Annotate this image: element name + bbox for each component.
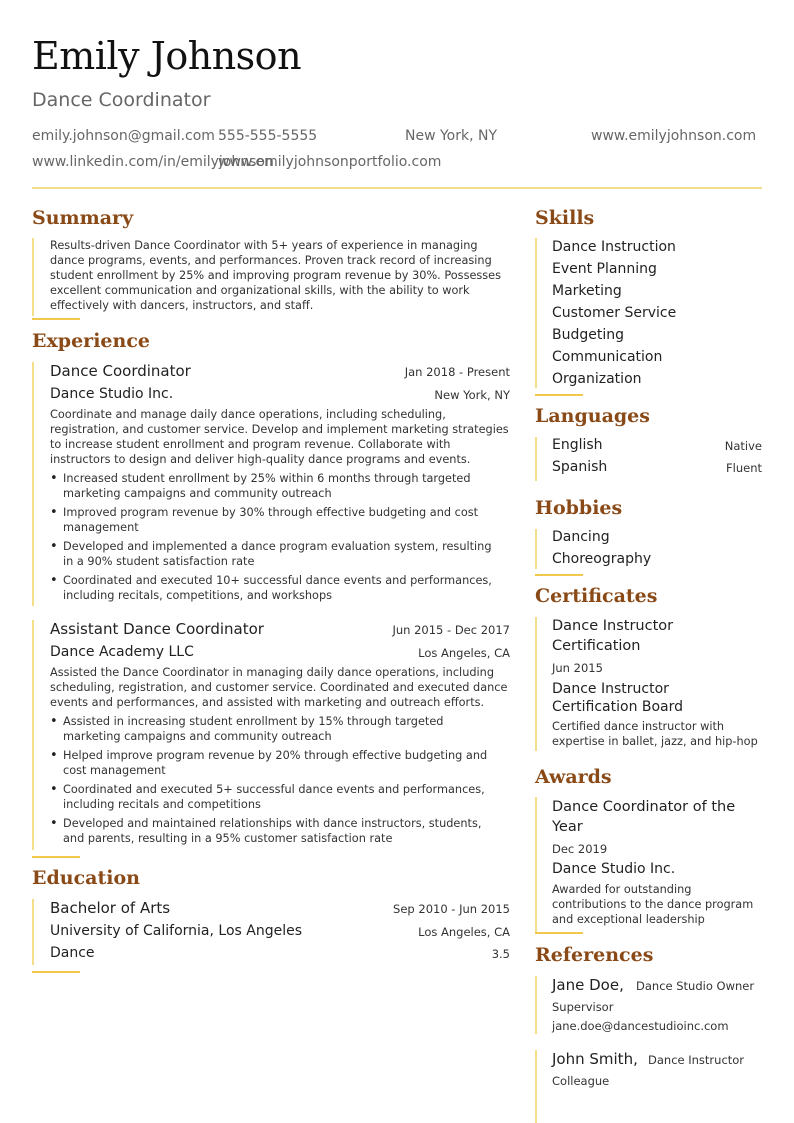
award-description: Awarded for outstanding contributions to the dance program and exceptional leadership xyxy=(552,883,754,926)
education-dates: Sep 2010 - Jun 2015 xyxy=(393,902,510,916)
language-level: Native xyxy=(724,439,762,453)
skills-underline xyxy=(535,394,583,396)
hobbies-underline xyxy=(535,574,583,576)
certificates-bar xyxy=(535,617,537,751)
linkedin-link[interactable]: www.linkedin.com/in/emilyjohnson xyxy=(32,154,274,170)
language-name: Spanish xyxy=(552,459,608,475)
education-heading: Education xyxy=(32,867,140,889)
awards-heading: Awards xyxy=(535,766,612,788)
experience-heading: Experience xyxy=(32,330,150,352)
skill-item: Organization xyxy=(552,371,642,387)
certificate-description: Certified dance instructor with expertise in ballet, jazz, and hip-hop xyxy=(552,720,758,748)
candidate-role: Dance Coordinator xyxy=(32,89,211,111)
job-1-company: Dance Studio Inc. xyxy=(50,386,174,402)
phone-text: 555-555-5555 xyxy=(218,128,318,144)
education-degree: Bachelor of Arts xyxy=(50,899,171,917)
hobby-item: Dancing xyxy=(552,529,610,545)
header-divider xyxy=(32,187,762,189)
job-2-bullet: • Helped improve program revenue by 20% through effective budgeting and cost management xyxy=(50,748,500,778)
portfolio-link[interactable]: www.emilyjohnsonportfolio.com xyxy=(218,154,442,170)
job-1-bullet: • Increased student enrollment by 25% within 6 months through targeted marketing campaigns and community outreach xyxy=(50,471,500,501)
job-2-description: Assisted the Dance Coordinator in managing daily dance operations, including scheduling, registration, and customer service. Coordinated and executed dance events and performances, and assisted with marketing and outreach efforts. xyxy=(50,666,508,709)
job-2-dates: Jun 2015 - Dec 2017 xyxy=(392,623,510,637)
education-field: Dance xyxy=(50,945,95,961)
language-name: English xyxy=(552,437,603,453)
job-2-bullet: • Coordinated and executed 5+ successful dance events and performances, including recitals and competitions xyxy=(50,782,500,812)
education-location: Los Angeles, CA xyxy=(418,925,510,939)
job-1-description: Coordinate and manage daily dance operations, including scheduling, registration, and customer service. Develop and implement marketing strategies to increase student enrollment and program revenue. Collaborate with instructors to design and deliver high-quality dance programs and events. xyxy=(50,408,509,466)
reference-role: Dance Instructor xyxy=(648,1053,745,1067)
job-1-bar xyxy=(32,362,34,606)
summary-text: Results-driven Dance Coordinator with 5+ years of experience in managing dance programs, events, and performances. Proven track record of increasing student enrollment by 25% and improving program revenue by 30%. Possesses excellent communication and organizational skills, with the ability to work effectively with dancers, instructors, and staff. xyxy=(50,239,502,312)
certificate-name: Dance Instructor Certification xyxy=(552,618,674,654)
website-link[interactable]: www.emilyjohnson.com xyxy=(591,128,757,144)
award-org: Dance Studio Inc. xyxy=(552,861,676,877)
award-date: Dec 2019 xyxy=(552,842,608,856)
references-heading: References xyxy=(535,944,654,966)
skills-heading: Skills xyxy=(535,207,595,229)
skill-item: Communication xyxy=(552,349,663,365)
job-1-title: Dance Coordinator xyxy=(50,362,191,380)
job-1-location: New York, NY xyxy=(434,388,510,402)
awards-underline xyxy=(535,932,583,934)
summary-bar xyxy=(32,238,34,316)
job-1-dates: Jan 2018 - Present xyxy=(404,365,510,379)
reference-relation: Supervisor xyxy=(552,1000,614,1014)
hobbies-heading: Hobbies xyxy=(535,497,623,519)
awards-bar xyxy=(535,797,537,932)
reference-1-bar xyxy=(535,976,537,1034)
education-school: University of California, Los Angeles xyxy=(50,923,303,939)
reference-relation: Colleague xyxy=(552,1074,610,1088)
job-1-bullet: • Improved program revenue by 30% through effective budgeting and cost management xyxy=(50,505,500,535)
job-2-bar xyxy=(32,620,34,850)
location-text: New York, NY xyxy=(405,128,498,144)
summary-heading: Summary xyxy=(32,207,134,229)
job-1-bullet: • Coordinated and executed 10+ successful dance events and performances, including recitals, competitions, and workshops xyxy=(50,573,500,603)
reference-email[interactable]: jane.doe@dancestudioinc.com xyxy=(552,1019,729,1033)
summary-underline xyxy=(32,318,80,320)
skill-item: Event Planning xyxy=(552,261,657,277)
reference-role: Dance Studio Owner xyxy=(636,979,755,993)
skill-item: Dance Instruction xyxy=(552,239,676,255)
education-bar xyxy=(32,899,34,965)
skill-item: Customer Service xyxy=(552,305,677,321)
skills-bar xyxy=(535,238,537,388)
job-2-company: Dance Academy LLC xyxy=(50,644,194,660)
email-link[interactable]: emily.johnson@gmail.com xyxy=(32,128,215,144)
job-1-bullet: • Developed and implemented a dance program evaluation system, resulting in a 90% student satisfaction rate xyxy=(50,539,500,569)
job-2-title: Assistant Dance Coordinator xyxy=(50,620,264,638)
job-2-location: Los Angeles, CA xyxy=(418,646,510,660)
hobbies-bar xyxy=(535,529,537,569)
certificate-name: Dance Instructor Certification Board xyxy=(552,681,684,715)
certificates-heading: Certificates xyxy=(535,585,658,607)
reference-2-bar xyxy=(535,1050,537,1123)
job-2-bullet: • Assisted in increasing student enrollment by 15% through targeted marketing campaigns and community outreach xyxy=(50,714,500,744)
skill-item: Marketing xyxy=(552,283,622,299)
job-2-bullet: • Developed and maintained relationships with dance instructors, students, and parents, resulting in a 95% customer satisfaction rate xyxy=(50,816,500,846)
reference-name: John Smith, xyxy=(552,1050,638,1068)
skill-item: Budgeting xyxy=(552,327,625,343)
candidate-name: Emily Johnson xyxy=(32,34,302,78)
languages-heading: Languages xyxy=(535,405,650,427)
certificate-date: Jun 2015 xyxy=(552,661,603,675)
award-name: Dance Coordinator of the Year xyxy=(552,799,736,835)
education-gpa: 3.5 xyxy=(491,947,510,961)
experience-underline xyxy=(32,856,80,858)
languages-bar xyxy=(535,437,537,481)
reference-name: Jane Doe, xyxy=(552,976,624,994)
language-level: Fluent xyxy=(726,461,762,475)
education-underline xyxy=(32,971,80,973)
hobby-item: Choreography xyxy=(552,551,652,567)
